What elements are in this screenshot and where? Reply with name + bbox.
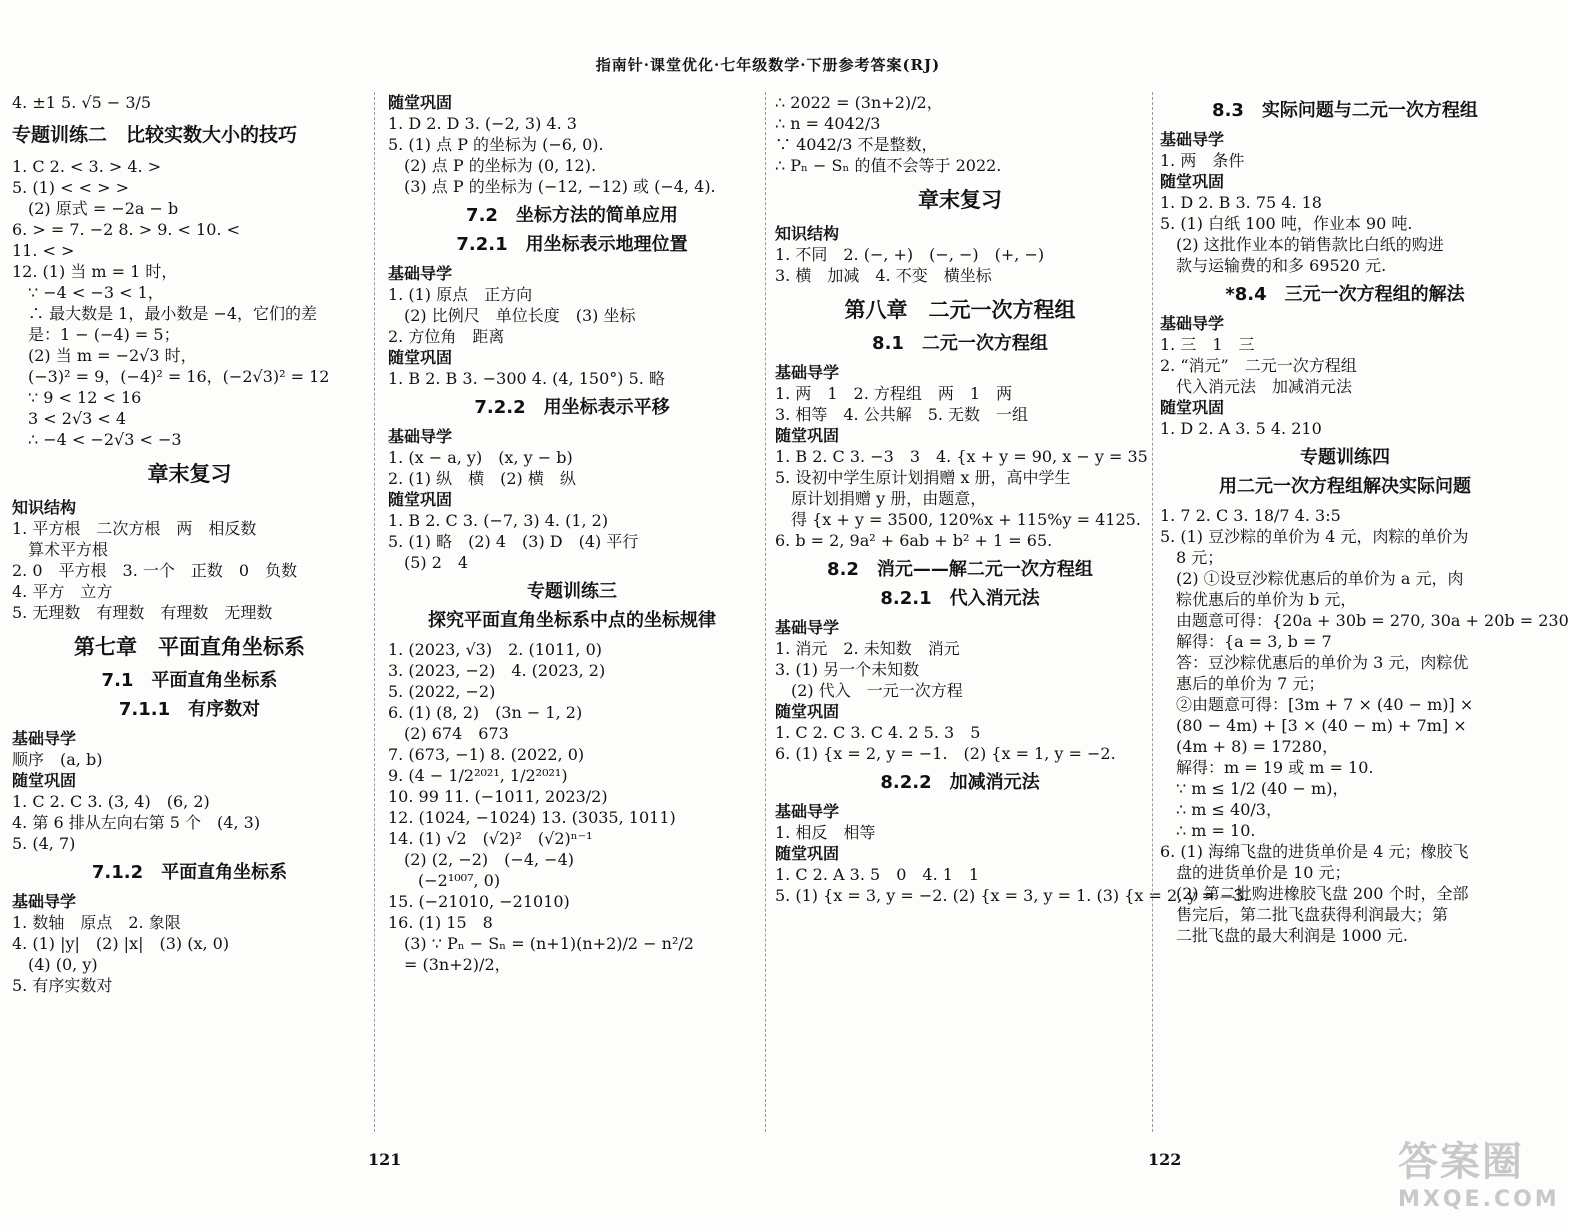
answer-line: 5. 无理数 有理数 有理数 无理数: [12, 603, 273, 622]
subsection-label: 随堂巩固: [775, 702, 840, 721]
watermark-logo-text: 答案圈: [1398, 1139, 1524, 1185]
answer-line: ∵ 9 < 12 < 16: [28, 388, 142, 407]
subsection-label: 基础导学: [12, 729, 77, 748]
answer-line: 4. 平方 立方: [12, 582, 113, 601]
page-header: 指南针·课堂优化·七年级数学·下册参考答案(RJ): [595, 56, 941, 74]
answer-line: 6. b = 2, 9a² + 6ab + b² + 1 = 65.: [775, 531, 1053, 550]
answer-line: 5. (1) 白纸 100 吨，作业本 90 吨.: [1160, 214, 1413, 233]
answer-line: 3 < 2√3 < 4: [28, 409, 127, 428]
subsection-label: 随堂巩固: [775, 844, 840, 863]
answer-line: (2) 第二批购进橡胶飞盘 200 个时，全部: [1176, 884, 1469, 903]
subsection-label: 基础导学: [775, 802, 840, 821]
answer-line: 6. (1) (8, 2) (3n − 1, 2): [388, 703, 583, 722]
answer-line: (2) (2, −2) (−4, −4): [404, 850, 575, 869]
answer-line: 4. ±1 5. √5 − 3/5: [12, 93, 152, 112]
answer-line: (−2¹⁰⁰⁷, 0): [418, 871, 501, 890]
answer-line: 1. 不同 2. (−, +) (−, −) (+, −): [775, 245, 1045, 264]
answer-line: 2. “消元” 二元一次方程组: [1160, 356, 1357, 375]
answer-column-4: [1160, 92, 1569, 946]
answer-line: (80 − 4m) + [3 × (40 − m) + 7m] ×: [1176, 716, 1467, 735]
answer-line: (2) 点 P 的坐标为 (0, 12).: [404, 156, 597, 175]
section-heading: 8.2.2 加减消元法: [880, 772, 1040, 793]
section-heading: 专题训练三: [527, 581, 617, 602]
answer-line: 12. (1024, −1024) 13. (3035, 1011): [388, 808, 676, 827]
answer-line: ∴ m ≤ 40/3，: [1176, 800, 1282, 819]
answer-line: 原计划捐赠 y 册，由题意，: [791, 489, 987, 508]
answer-line: (3) 点 P 的坐标为 (−12, −12) 或 (−4, 4).: [404, 177, 716, 196]
answer-line: 3. 相等 4. 公共解 5. 无数 一组: [775, 405, 1029, 424]
answer-line: 5. (1) 豆沙粽的单价为 4 元，肉粽的单价为: [1160, 527, 1469, 546]
answer-line: 算术平方根: [28, 540, 109, 559]
answer-line: (2) 这批作业本的销售款比白纸的购进: [1176, 235, 1444, 254]
answer-line: ∵ m ≤ 1/2 (40 − m)，: [1176, 779, 1349, 798]
section-heading: 7.1.2 平面直角坐标系: [91, 862, 288, 883]
answer-line: (2) 代入 一元一次方程: [791, 681, 963, 700]
answer-line: ∵ 4042/3 不是整数，: [775, 135, 938, 154]
answer-line: 5. (1) 点 P 的坐标为 (−6, 0).: [388, 135, 604, 154]
answer-line: (3) ∵ Pₙ − Sₙ = (n+1)(n+2)/2 − n²/2: [404, 934, 694, 953]
answer-line: 6. > = 7. −2 8. > 9. < 10. <: [12, 220, 240, 239]
section-heading: 7.2.2 用坐标表示平移: [474, 397, 670, 418]
answer-line: 15. (−21010, −21010): [388, 892, 570, 911]
subsection-label: 随堂巩固: [388, 348, 453, 367]
answer-line: 1. C 2. C 3. (3, 4) (6, 2): [12, 792, 210, 811]
page-number-right: 122: [1148, 1150, 1182, 1169]
answer-line: 二批飞盘的最大利润是 1000 元.: [1176, 926, 1408, 945]
answer-line: 1. D 2. B 3. 75 4. 18: [1160, 193, 1322, 212]
answer-line: 7. (673, −1) 8. (2022, 0): [388, 745, 585, 764]
answer-line: 2. 0 平方根 3. 一个 正数 0 负数: [12, 561, 298, 580]
answer-line: 9. (4 − 1/2²⁰²¹, 1/2²⁰²¹): [388, 766, 568, 785]
section-heading: *8.4 三元一次方程组的解法: [1225, 284, 1465, 305]
answer-line: = (3n+2)/2，: [404, 955, 511, 974]
section-heading: 8.2.1 代入消元法: [880, 588, 1040, 609]
answer-line: 5. (2022, −2): [388, 682, 496, 701]
answer-line: 1. 消元 2. 未知数 消元: [775, 639, 960, 658]
answer-line: 1. 相反 相等: [775, 823, 876, 842]
answer-line: 解得：{a = 3, b = 7: [1176, 632, 1332, 651]
subsection-label: 基础导学: [775, 618, 840, 637]
answer-line: 5. 设初中学生原计划捐赠 x 册，高中学生: [775, 468, 1071, 487]
answer-line: 惠后的单价为 7 元；: [1176, 674, 1325, 693]
answer-line: 1. 7 2. C 3. 18/7 4. 3:5: [1160, 506, 1341, 525]
answer-line: 1. C 2. A 3. 5 0 4. 1 1: [775, 865, 980, 884]
answer-line: 3. (1) 另一个未知数: [775, 660, 920, 679]
answer-line: ∴ 最大数是 1，最小数是 −4，它们的差: [28, 304, 318, 323]
answer-line: 1. D 2. D 3. (−2, 3) 4. 3: [388, 114, 577, 133]
subsection-label: 基础导学: [388, 264, 453, 283]
answer-line: 代入消元法 加减消元法: [1176, 377, 1353, 396]
subsection-label: 随堂巩固: [1160, 172, 1225, 191]
chapter-heading: 第七章 平面直角坐标系: [74, 635, 305, 659]
answer-line: 1. B 2. B 3. −300 4. (4, 150°) 5. 略: [388, 369, 665, 388]
answer-line: 4. 第 6 排从左向右第 5 个 (4, 3): [12, 813, 261, 832]
answer-line: (2) 674 673: [404, 724, 509, 743]
answer-line: 1. (1) 原点 正方向: [388, 285, 533, 304]
answer-line: 5. (1) 略 (2) 4 (3) D (4) 平行: [388, 532, 639, 551]
subsection-label: 随堂巩固: [12, 771, 77, 790]
page-fold-divider: [765, 92, 766, 1132]
chapter-heading: 第八章 二元一次方程组: [844, 298, 1076, 322]
subsection-label: 随堂巩固: [388, 93, 453, 112]
answer-line: 16. (1) 15 8: [388, 913, 493, 932]
section-heading: 7.2 坐标方法的简单应用: [466, 205, 678, 226]
section-heading: 专题训练二 比较实数大小的技巧: [12, 124, 298, 146]
answer-line: 得 {x + y = 3500, 120%x + 115%y = 4125.: [791, 510, 1141, 529]
answer-line: 1. 三 1 三: [1160, 335, 1255, 354]
answer-line: 10. 99 11. (−1011, 2023/2): [388, 787, 608, 806]
answer-line: 1. C 2. < 3. > 4. >: [12, 157, 162, 176]
answer-line: (4m + 8) = 17280，: [1176, 737, 1339, 756]
subsection-label: 基础导学: [1160, 130, 1225, 149]
answer-line: 1. 数轴 原点 2. 象限: [12, 913, 181, 932]
answer-line: 售完后，第二批飞盘获得利润最大；第: [1176, 905, 1449, 924]
answer-line: (5) 2 4: [404, 553, 469, 572]
answer-line: 粽优惠后的单价为 b 元，: [1176, 590, 1357, 609]
answer-line: (4) (0, y): [28, 955, 98, 974]
answer-line: 盘的进货单价是 10 元；: [1176, 863, 1351, 882]
answer-line: ∴ −4 < −2√3 < −3: [28, 430, 182, 449]
subsection-label: 基础导学: [775, 363, 840, 382]
subsection-label: 随堂巩固: [388, 490, 453, 509]
answer-column-2: [388, 92, 756, 975]
answer-line: 是：1 − (−4) = 5；: [28, 325, 180, 344]
answer-line: 1. (2023, √3) 2. (1011, 0): [388, 640, 603, 659]
subsection-label: 知识结构: [775, 224, 840, 243]
subsection-label: 知识结构: [12, 498, 77, 517]
answer-line: ∴ Pₙ − Sₙ 的值不会等于 2022.: [775, 156, 1002, 175]
answer-line: 5. (4, 7): [12, 834, 76, 853]
answer-line: ∴ n = 4042/3: [775, 114, 881, 133]
subsection-label: 基础导学: [12, 892, 77, 911]
answer-line: 8 元；: [1176, 548, 1224, 567]
answer-line: 款与运输费的和多 69520 元.: [1176, 256, 1387, 275]
answer-line: (−3)² = 9，(−4)² = 16，(−2√3)² = 12: [28, 367, 330, 386]
answer-line: ②由题意可得：[3m + 7 × (40 − m)] ×: [1176, 695, 1474, 714]
answer-line: (2) 比例尺 单位长度 (3) 坐标: [404, 306, 636, 325]
section-heading: 专题训练四: [1300, 447, 1390, 468]
column-divider: [1152, 92, 1153, 1132]
answer-line: 由题意可得：{20a + 30b = 270, 30a + 20b = 230: [1176, 611, 1569, 630]
answer-line: 11. < >: [12, 241, 75, 260]
answer-line: 1. 两 1 2. 方程组 两 1 两: [775, 384, 1013, 403]
answer-line: 12. (1) 当 m = 1 时，: [12, 262, 178, 281]
answer-line: (2) ①设豆沙粽优惠后的单价为 a 元，肉: [1176, 569, 1464, 588]
subsection-label: 随堂巩固: [775, 426, 840, 445]
answer-column-1: [12, 92, 367, 996]
page-number-left: 121: [368, 1150, 402, 1169]
answer-line: 1. C 2. C 3. C 4. 2 5. 3 5: [775, 723, 981, 742]
answer-line: 解得：m = 19 或 m = 10.: [1176, 758, 1374, 777]
answer-line: (2) 原式 = −2a − b: [28, 199, 179, 218]
column-divider: [374, 92, 375, 1132]
section-heading: 8.1 二元一次方程组: [872, 333, 1048, 354]
watermark-url: MXQE.COM: [1398, 1187, 1560, 1212]
answer-line: 1. 两 条件: [1160, 151, 1245, 170]
chapter-heading: 章末复习: [147, 462, 232, 486]
section-heading: 7.1.1 有序数对: [118, 699, 261, 720]
section-heading: 8.3 实际问题与二元一次方程组: [1212, 100, 1478, 121]
answer-line: 6. (1) 海绵飞盘的进货单价是 4 元；橡胶飞: [1160, 842, 1469, 861]
answer-line: 6. (1) {x = 2, y = −1. (2) {x = 1, y = −2.: [775, 744, 1116, 763]
answer-line: ∵ −4 < −3 < 1，: [28, 283, 164, 302]
section-heading: 7.1 平面直角坐标系: [101, 670, 278, 691]
answer-line: 5. (1) {x = 3, y = −2. (2) {x = 3, y = 1. (3) {x = 2, y = −3.: [775, 886, 1249, 905]
answer-line: 2. (1) 纵 横 (2) 横 纵: [388, 469, 576, 488]
chapter-heading: 章末复习: [918, 188, 1002, 212]
answer-line: 1. D 2. A 3. 5 4. 210: [1160, 419, 1322, 438]
answer-line: 1. B 2. C 3. −3 3 4. {x + y = 90, x − y = 35: [775, 447, 1148, 466]
answer-line: ∴ 2022 = (3n+2)/2，: [775, 93, 943, 112]
answer-line: 顺序 (a, b): [12, 750, 103, 769]
subsection-label: 基础导学: [1160, 314, 1225, 333]
section-heading: 用二元一次方程组解决实际问题: [1219, 476, 1471, 497]
answer-line: 14. (1) √2 (√2)² (√2)ⁿ⁻¹: [388, 829, 593, 848]
answer-line: 3. 横 加减 4. 不变 横坐标: [775, 266, 992, 285]
answer-line: (2) 当 m = −2√3 时，: [28, 346, 197, 365]
answer-line: ∴ m = 10.: [1176, 821, 1256, 840]
watermark: [1398, 1130, 1560, 1220]
answer-line: 3. (2023, −2) 4. (2023, 2): [388, 661, 606, 680]
subsection-label: 随堂巩固: [1160, 398, 1225, 417]
answer-line: 1. B 2. C 3. (−7, 3) 4. (1, 2): [388, 511, 609, 530]
section-heading: 探究平面直角坐标系中点的坐标规律: [428, 610, 716, 631]
answer-line: 4. (1) |y| (2) |x| (3) (x, 0): [12, 934, 230, 953]
answer-line: 5. (1) < < > >: [12, 178, 129, 197]
answer-line: 5. 有序实数对: [12, 976, 113, 995]
section-heading: 8.2 消元——解二元一次方程组: [827, 559, 1093, 580]
subsection-label: 基础导学: [388, 427, 453, 446]
section-heading: 7.2.1 用坐标表示地理位置: [456, 234, 688, 255]
answer-line: 1. (x − a, y) (x, y − b): [388, 448, 573, 467]
answer-line: 答：豆沙粽优惠后的单价为 3 元，肉粽优: [1176, 653, 1469, 672]
answer-line: 2. 方位角 距离: [388, 327, 505, 346]
answer-line: 1. 平方根 二次方根 两 相反数: [12, 519, 257, 538]
